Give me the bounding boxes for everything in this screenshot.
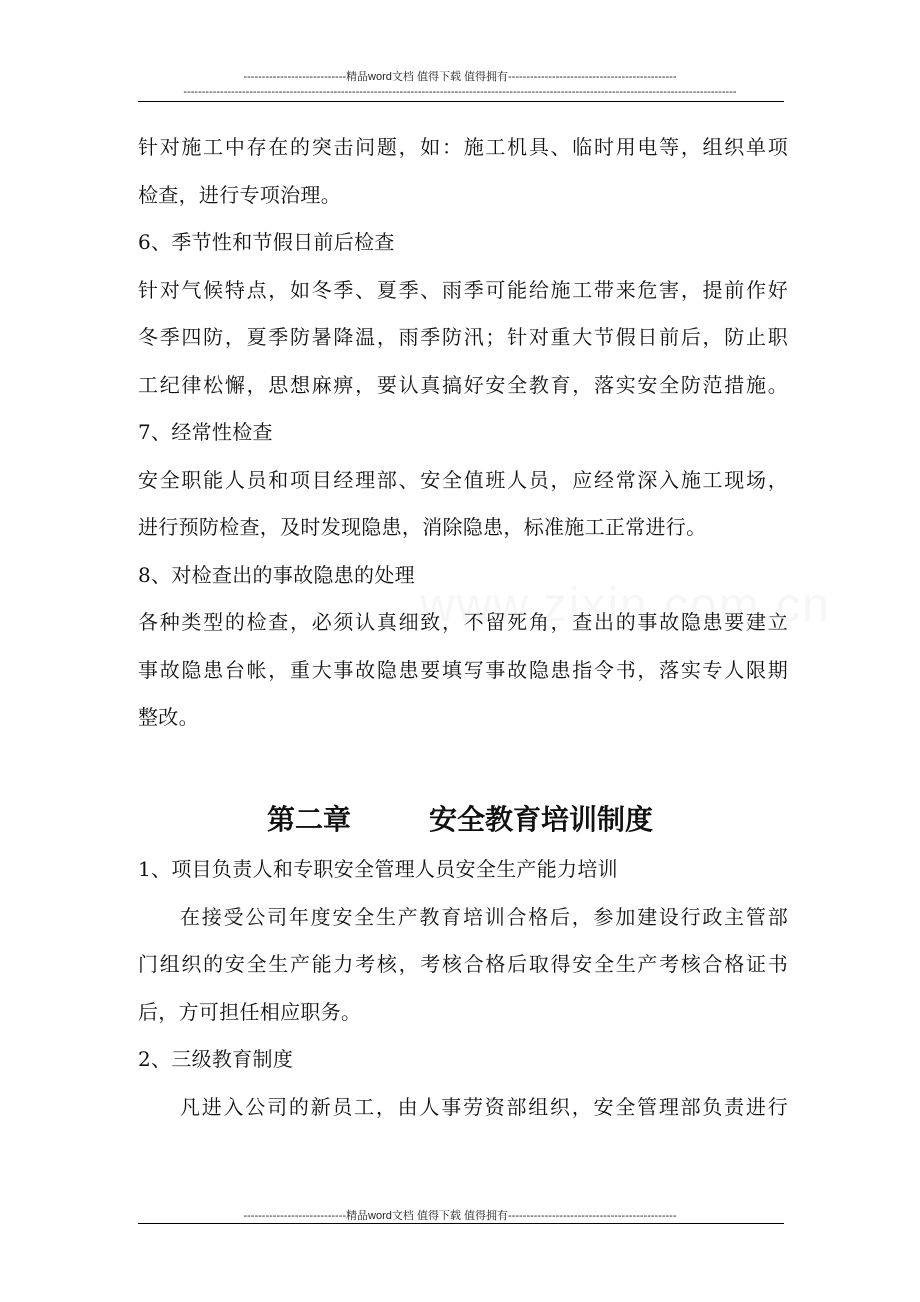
paragraph-line: 检查，进行专项治理。	[138, 182, 341, 207]
header-rule	[138, 101, 784, 102]
paragraph-line: 后，方可担任相应职务。	[138, 999, 362, 1024]
paragraph-line: 凡进入公司的新员工，由人事劳资部组织，安全管理部负责进行	[180, 1094, 788, 1119]
section-heading: 1、项目负责人和专职安全管理人员安全生产能力培训	[138, 857, 618, 881]
paragraph-line: 在接受公司年度安全生产教育培训合格后，参加建设行政主管部	[180, 904, 788, 929]
paragraph-line: 工纪律松懈，思想麻痹，要认真搞好安全教育，落实安全防范措施。	[138, 372, 788, 397]
chapter-body	[138, 846, 788, 1131]
paragraph-line: 针对气候特点，如冬季、夏季、雨季可能给施工带来危害，提前作好	[138, 277, 788, 302]
section-heading: 8、对检查出的事故隐患的处理	[138, 562, 415, 587]
section-heading: 6、季节性和节假日前后检查	[138, 230, 395, 254]
paragraph-line: 整改。	[138, 705, 199, 729]
header-dash-line: -------------------------------------------------------------------------------------------------------------------------------------------------------	[183, 86, 737, 98]
paragraph-line: 事故隐患台帐，重大事故隐患要填写事故隐患指令书，落实专人限期	[138, 657, 788, 682]
section-heading: 7、经常性检查	[138, 420, 273, 444]
paragraph-line: 门组织的安全生产能力考核，考核合格后取得安全生产考核合格证书	[138, 952, 788, 976]
document-body	[138, 124, 788, 742]
page-header: ----------------------------精品word文档 值得下载 值得拥有----------------------------------------------	[243, 71, 677, 83]
paragraph-line: 安全职能人员和项目经理部、安全值班人员，应经常深入施工现场，	[138, 467, 788, 492]
page-footer: ----------------------------精品word文档 值得下载 值得拥有----------------------------------------------	[243, 1210, 677, 1222]
paragraph-line: 进行预防检查，及时发现隐患，消除隐患，标准施工正常进行。	[138, 515, 707, 539]
paragraph-line: 各种类型的检查，必须认真细致，不留死角，查出的事故隐患要建立	[138, 610, 788, 634]
paragraph-line: 冬季四防，夏季防暑降温，雨季防汛；针对重大节假日前后，防止职	[138, 325, 788, 349]
section-heading: 2、三级教育制度	[138, 1047, 294, 1071]
footer-rule	[138, 1223, 784, 1224]
paragraph-line: 针对施工中存在的突击问题，如：施工机具、临时用电等，组织单项	[138, 135, 788, 159]
chapter-title: 第二章 安全教育培训制度	[267, 803, 653, 836]
